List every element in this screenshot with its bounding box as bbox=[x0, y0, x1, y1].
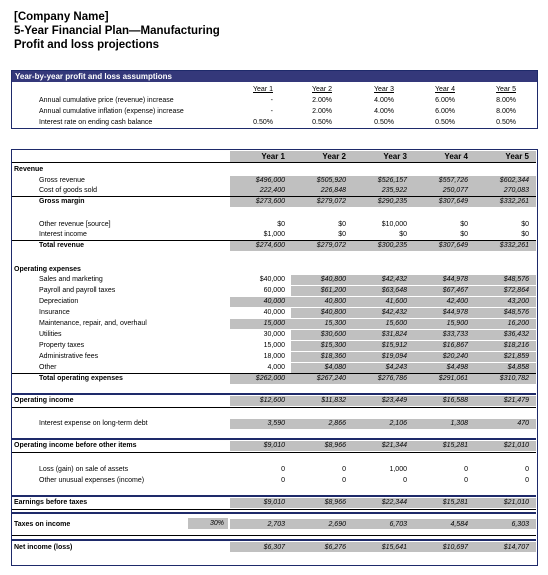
row-value: $526,157 bbox=[377, 177, 407, 184]
major-value: $21,479 bbox=[503, 397, 529, 404]
total-value: $274,600 bbox=[255, 242, 285, 249]
row-value: 0 bbox=[525, 466, 529, 473]
row-value: 15,600 bbox=[385, 320, 407, 327]
section-heading: Revenue bbox=[14, 166, 44, 173]
total-value: $279,072 bbox=[316, 242, 346, 249]
row-value: $67,467 bbox=[442, 287, 468, 294]
assumption-value: 0.50% bbox=[374, 119, 394, 126]
row-value: 15,000 bbox=[263, 320, 285, 327]
total-value: $290,235 bbox=[377, 198, 407, 205]
major-value: $12,600 bbox=[259, 397, 285, 404]
row-value: $30,600 bbox=[320, 331, 346, 338]
row-value: 250,077 bbox=[442, 187, 468, 194]
total-value: $279,072 bbox=[316, 198, 346, 205]
row-value: 30,000 bbox=[263, 331, 285, 338]
assumption-value: 0.50% bbox=[496, 119, 516, 126]
major-rule-below bbox=[12, 452, 536, 453]
section-heading: Operating expenses bbox=[14, 266, 81, 273]
row-value: $496,000 bbox=[255, 177, 285, 184]
row-value: $0 bbox=[460, 231, 468, 238]
tax-value: 6,303 bbox=[511, 521, 529, 528]
row-label: Loss (gain) on sale of assets bbox=[39, 466, 129, 473]
row-value: 0 bbox=[281, 466, 285, 473]
row-label: Sales and marketing bbox=[39, 276, 103, 283]
row-value: $4,080 bbox=[324, 364, 346, 371]
row-value: $557,726 bbox=[438, 177, 468, 184]
row-value: 42,400 bbox=[446, 298, 468, 305]
assumption-value: - bbox=[270, 97, 273, 104]
major-rule-below bbox=[12, 535, 536, 536]
year-header: Year 2 bbox=[322, 152, 346, 161]
assumption-value: 6.00% bbox=[435, 108, 455, 115]
major-rule bbox=[12, 512, 536, 514]
major-label: Operating income bbox=[14, 397, 74, 404]
total-label: Total revenue bbox=[39, 242, 84, 249]
row-value: 60,000 bbox=[263, 287, 285, 294]
major-label: Taxes on income bbox=[14, 521, 71, 528]
row-label: Payroll and payroll taxes bbox=[39, 287, 116, 294]
major-value: $8,966 bbox=[324, 442, 346, 449]
row-value: 0 bbox=[464, 477, 468, 484]
row-value: $40,800 bbox=[320, 276, 346, 283]
assumption-year-header: Year 4 bbox=[435, 86, 455, 93]
row-value: $44,978 bbox=[442, 309, 468, 316]
row-value: $18,216 bbox=[503, 342, 529, 349]
row-value: $61,200 bbox=[320, 287, 346, 294]
row-value: $4,243 bbox=[385, 364, 407, 371]
tax-value: 2,703 bbox=[267, 521, 285, 528]
row-value: $40,000 bbox=[259, 276, 285, 283]
row-value: $44,978 bbox=[442, 276, 468, 283]
major-rule bbox=[12, 438, 536, 440]
assumption-value: 0.50% bbox=[312, 119, 332, 126]
total-label: Total operating expenses bbox=[39, 375, 123, 382]
major-value: $15,281 bbox=[442, 499, 468, 506]
row-value: $19,094 bbox=[381, 353, 407, 360]
row-label: Other bbox=[39, 364, 57, 371]
row-value: $36,432 bbox=[503, 331, 529, 338]
row-value: 2,106 bbox=[389, 420, 407, 427]
major-value: $16,588 bbox=[442, 397, 468, 404]
row-value: 43,200 bbox=[507, 298, 529, 305]
total-value: $300,235 bbox=[377, 242, 407, 249]
row-label: Other revenue [source] bbox=[39, 221, 111, 228]
total-value: $276,786 bbox=[377, 375, 407, 382]
row-value: $505,920 bbox=[316, 177, 346, 184]
assumption-value: 6.00% bbox=[435, 97, 455, 104]
row-value: $0 bbox=[277, 221, 285, 228]
row-value: $16,867 bbox=[442, 342, 468, 349]
row-value: $0 bbox=[521, 221, 529, 228]
row-value: 270,083 bbox=[503, 187, 529, 194]
row-value: $72,864 bbox=[503, 287, 529, 294]
row-value: $0 bbox=[338, 221, 346, 228]
row-value: 226,848 bbox=[320, 187, 346, 194]
row-label: Cost of goods sold bbox=[39, 187, 97, 194]
row-label: Depreciation bbox=[39, 298, 79, 305]
net-income-value: $10,697 bbox=[442, 544, 468, 551]
row-value: 1,308 bbox=[450, 420, 468, 427]
row-value: 40,000 bbox=[263, 309, 285, 316]
row-value: $15,912 bbox=[381, 342, 407, 349]
row-value: 16,200 bbox=[507, 320, 529, 327]
row-value: 40,000 bbox=[263, 298, 285, 305]
total-value: $310,782 bbox=[499, 375, 529, 382]
row-value: $4,858 bbox=[507, 364, 529, 371]
total-value: $307,649 bbox=[438, 198, 468, 205]
row-value: 15,000 bbox=[263, 342, 285, 349]
row-value: 0 bbox=[342, 477, 346, 484]
row-value: $10,000 bbox=[381, 221, 407, 228]
row-value: 0 bbox=[464, 466, 468, 473]
row-value: 4,000 bbox=[267, 364, 285, 371]
assumption-year-header: Year 3 bbox=[374, 86, 394, 93]
assumption-value: 0.50% bbox=[253, 119, 273, 126]
page-subtitle: Profit and loss projections bbox=[14, 39, 160, 51]
row-value: 3,590 bbox=[267, 420, 285, 427]
row-value: 2,866 bbox=[328, 420, 346, 427]
row-value: 0 bbox=[403, 477, 407, 484]
row-value: $20,240 bbox=[442, 353, 468, 360]
total-value: $267,240 bbox=[316, 375, 346, 382]
row-value: 1,000 bbox=[389, 466, 407, 473]
major-value: $9,010 bbox=[263, 499, 285, 506]
assumption-value: 4.00% bbox=[374, 108, 394, 115]
assumptions-title: Year-by-year profit and loss assumptions bbox=[12, 71, 537, 82]
major-value: $21,010 bbox=[503, 499, 529, 506]
row-value: 18,000 bbox=[263, 353, 285, 360]
total-label: Gross margin bbox=[39, 198, 85, 205]
year-header: Year 5 bbox=[505, 152, 529, 161]
net-income-value: $6,307 bbox=[263, 544, 285, 551]
row-value: $0 bbox=[521, 231, 529, 238]
major-label: Operating income before other items bbox=[14, 442, 137, 449]
row-value: $0 bbox=[460, 221, 468, 228]
net-income-label: Net income (loss) bbox=[14, 544, 73, 551]
row-label: Administrative fees bbox=[39, 353, 99, 360]
total-value: $262,000 bbox=[255, 375, 285, 382]
row-value: $4,498 bbox=[446, 364, 468, 371]
net-income-value: $14,707 bbox=[503, 544, 529, 551]
row-label: Utilities bbox=[39, 331, 62, 338]
row-value: 0 bbox=[281, 477, 285, 484]
assumption-year-header: Year 2 bbox=[312, 86, 332, 93]
row-value: $0 bbox=[399, 231, 407, 238]
row-value: $40,800 bbox=[320, 309, 346, 316]
row-value: $602,344 bbox=[499, 177, 529, 184]
major-label: Earnings before taxes bbox=[14, 499, 88, 506]
header-rule bbox=[12, 162, 536, 163]
net-income-value: $15,641 bbox=[381, 544, 407, 551]
year-header: Year 3 bbox=[383, 152, 407, 161]
row-value: 470 bbox=[517, 420, 529, 427]
assumption-year-header: Year 1 bbox=[253, 86, 273, 93]
major-value: $9,010 bbox=[263, 442, 285, 449]
company-name: [Company Name] bbox=[14, 11, 109, 23]
total-value: $273,600 bbox=[255, 198, 285, 205]
row-label: Property taxes bbox=[39, 342, 85, 349]
assumption-year-header: Year 5 bbox=[496, 86, 516, 93]
row-label: Maintenance, repair, and, overhaul bbox=[39, 320, 147, 327]
assumption-value: 2.00% bbox=[312, 97, 332, 104]
row-value: $31,824 bbox=[381, 331, 407, 338]
assumption-value: 8.00% bbox=[496, 108, 516, 115]
assumption-value: 2.00% bbox=[312, 108, 332, 115]
net-income-value: $6,276 bbox=[324, 544, 346, 551]
assumption-value: - bbox=[270, 108, 273, 115]
row-value: $21,859 bbox=[503, 353, 529, 360]
assumption-value: 4.00% bbox=[374, 97, 394, 104]
assumption-value: 0.50% bbox=[435, 119, 455, 126]
major-value: $22,344 bbox=[381, 499, 407, 506]
row-value: 15,300 bbox=[324, 320, 346, 327]
total-value: $291,061 bbox=[438, 375, 468, 382]
row-value: 0 bbox=[342, 466, 346, 473]
row-value: 235,922 bbox=[381, 187, 407, 194]
tax-rate: 30% bbox=[209, 520, 224, 527]
plan-title: 5-Year Financial Plan—Manufacturing bbox=[14, 25, 220, 37]
row-value: $15,300 bbox=[320, 342, 346, 349]
row-value: $0 bbox=[338, 231, 346, 238]
row-label: Gross revenue bbox=[39, 177, 85, 184]
row-value: 41,600 bbox=[385, 298, 407, 305]
row-label: Insurance bbox=[39, 309, 70, 316]
assumption-label: Annual cumulative inflation (expense) increase bbox=[39, 108, 184, 115]
row-value: $63,648 bbox=[381, 287, 407, 294]
major-value: $11,832 bbox=[321, 397, 346, 404]
assumption-value: 8.00% bbox=[496, 97, 516, 104]
total-value: $307,649 bbox=[438, 242, 468, 249]
assumption-label: Annual cumulative price (revenue) increase bbox=[39, 97, 174, 104]
row-value: $48,576 bbox=[503, 276, 529, 283]
row-label: Interest income bbox=[39, 231, 87, 238]
major-value: $15,281 bbox=[442, 442, 468, 449]
row-value: 222,400 bbox=[259, 187, 285, 194]
row-value: $18,360 bbox=[320, 353, 346, 360]
year-header: Year 4 bbox=[444, 152, 468, 161]
assumption-label: Interest rate on ending cash balance bbox=[39, 119, 153, 126]
total-value: $332,261 bbox=[499, 198, 529, 205]
row-value: $42,432 bbox=[381, 309, 407, 316]
major-rule bbox=[12, 539, 536, 541]
row-value: $1,000 bbox=[263, 231, 285, 238]
tax-value: 2,690 bbox=[328, 521, 346, 528]
major-value: $21,344 bbox=[381, 442, 407, 449]
tax-value: 4,584 bbox=[450, 521, 468, 528]
major-rule-below bbox=[12, 509, 536, 510]
row-value: $33,733 bbox=[442, 331, 468, 338]
total-value: $332,261 bbox=[499, 242, 529, 249]
major-value: $21,010 bbox=[503, 442, 529, 449]
major-rule bbox=[12, 495, 536, 497]
tax-value: 6,703 bbox=[389, 521, 407, 528]
row-value: $42,432 bbox=[381, 276, 407, 283]
major-rule bbox=[12, 393, 536, 395]
row-value: 15,900 bbox=[446, 320, 468, 327]
major-value: $8,966 bbox=[324, 499, 346, 506]
major-value: $23,449 bbox=[381, 397, 407, 404]
major-rule-below bbox=[12, 407, 536, 408]
row-value: 40,800 bbox=[324, 298, 346, 305]
year-header: Year 1 bbox=[261, 152, 285, 161]
row-value: 0 bbox=[525, 477, 529, 484]
row-value: $48,576 bbox=[503, 309, 529, 316]
row-label: Other unusual expenses (income) bbox=[39, 477, 145, 484]
row-label: Interest expense on long-term debt bbox=[39, 420, 148, 427]
